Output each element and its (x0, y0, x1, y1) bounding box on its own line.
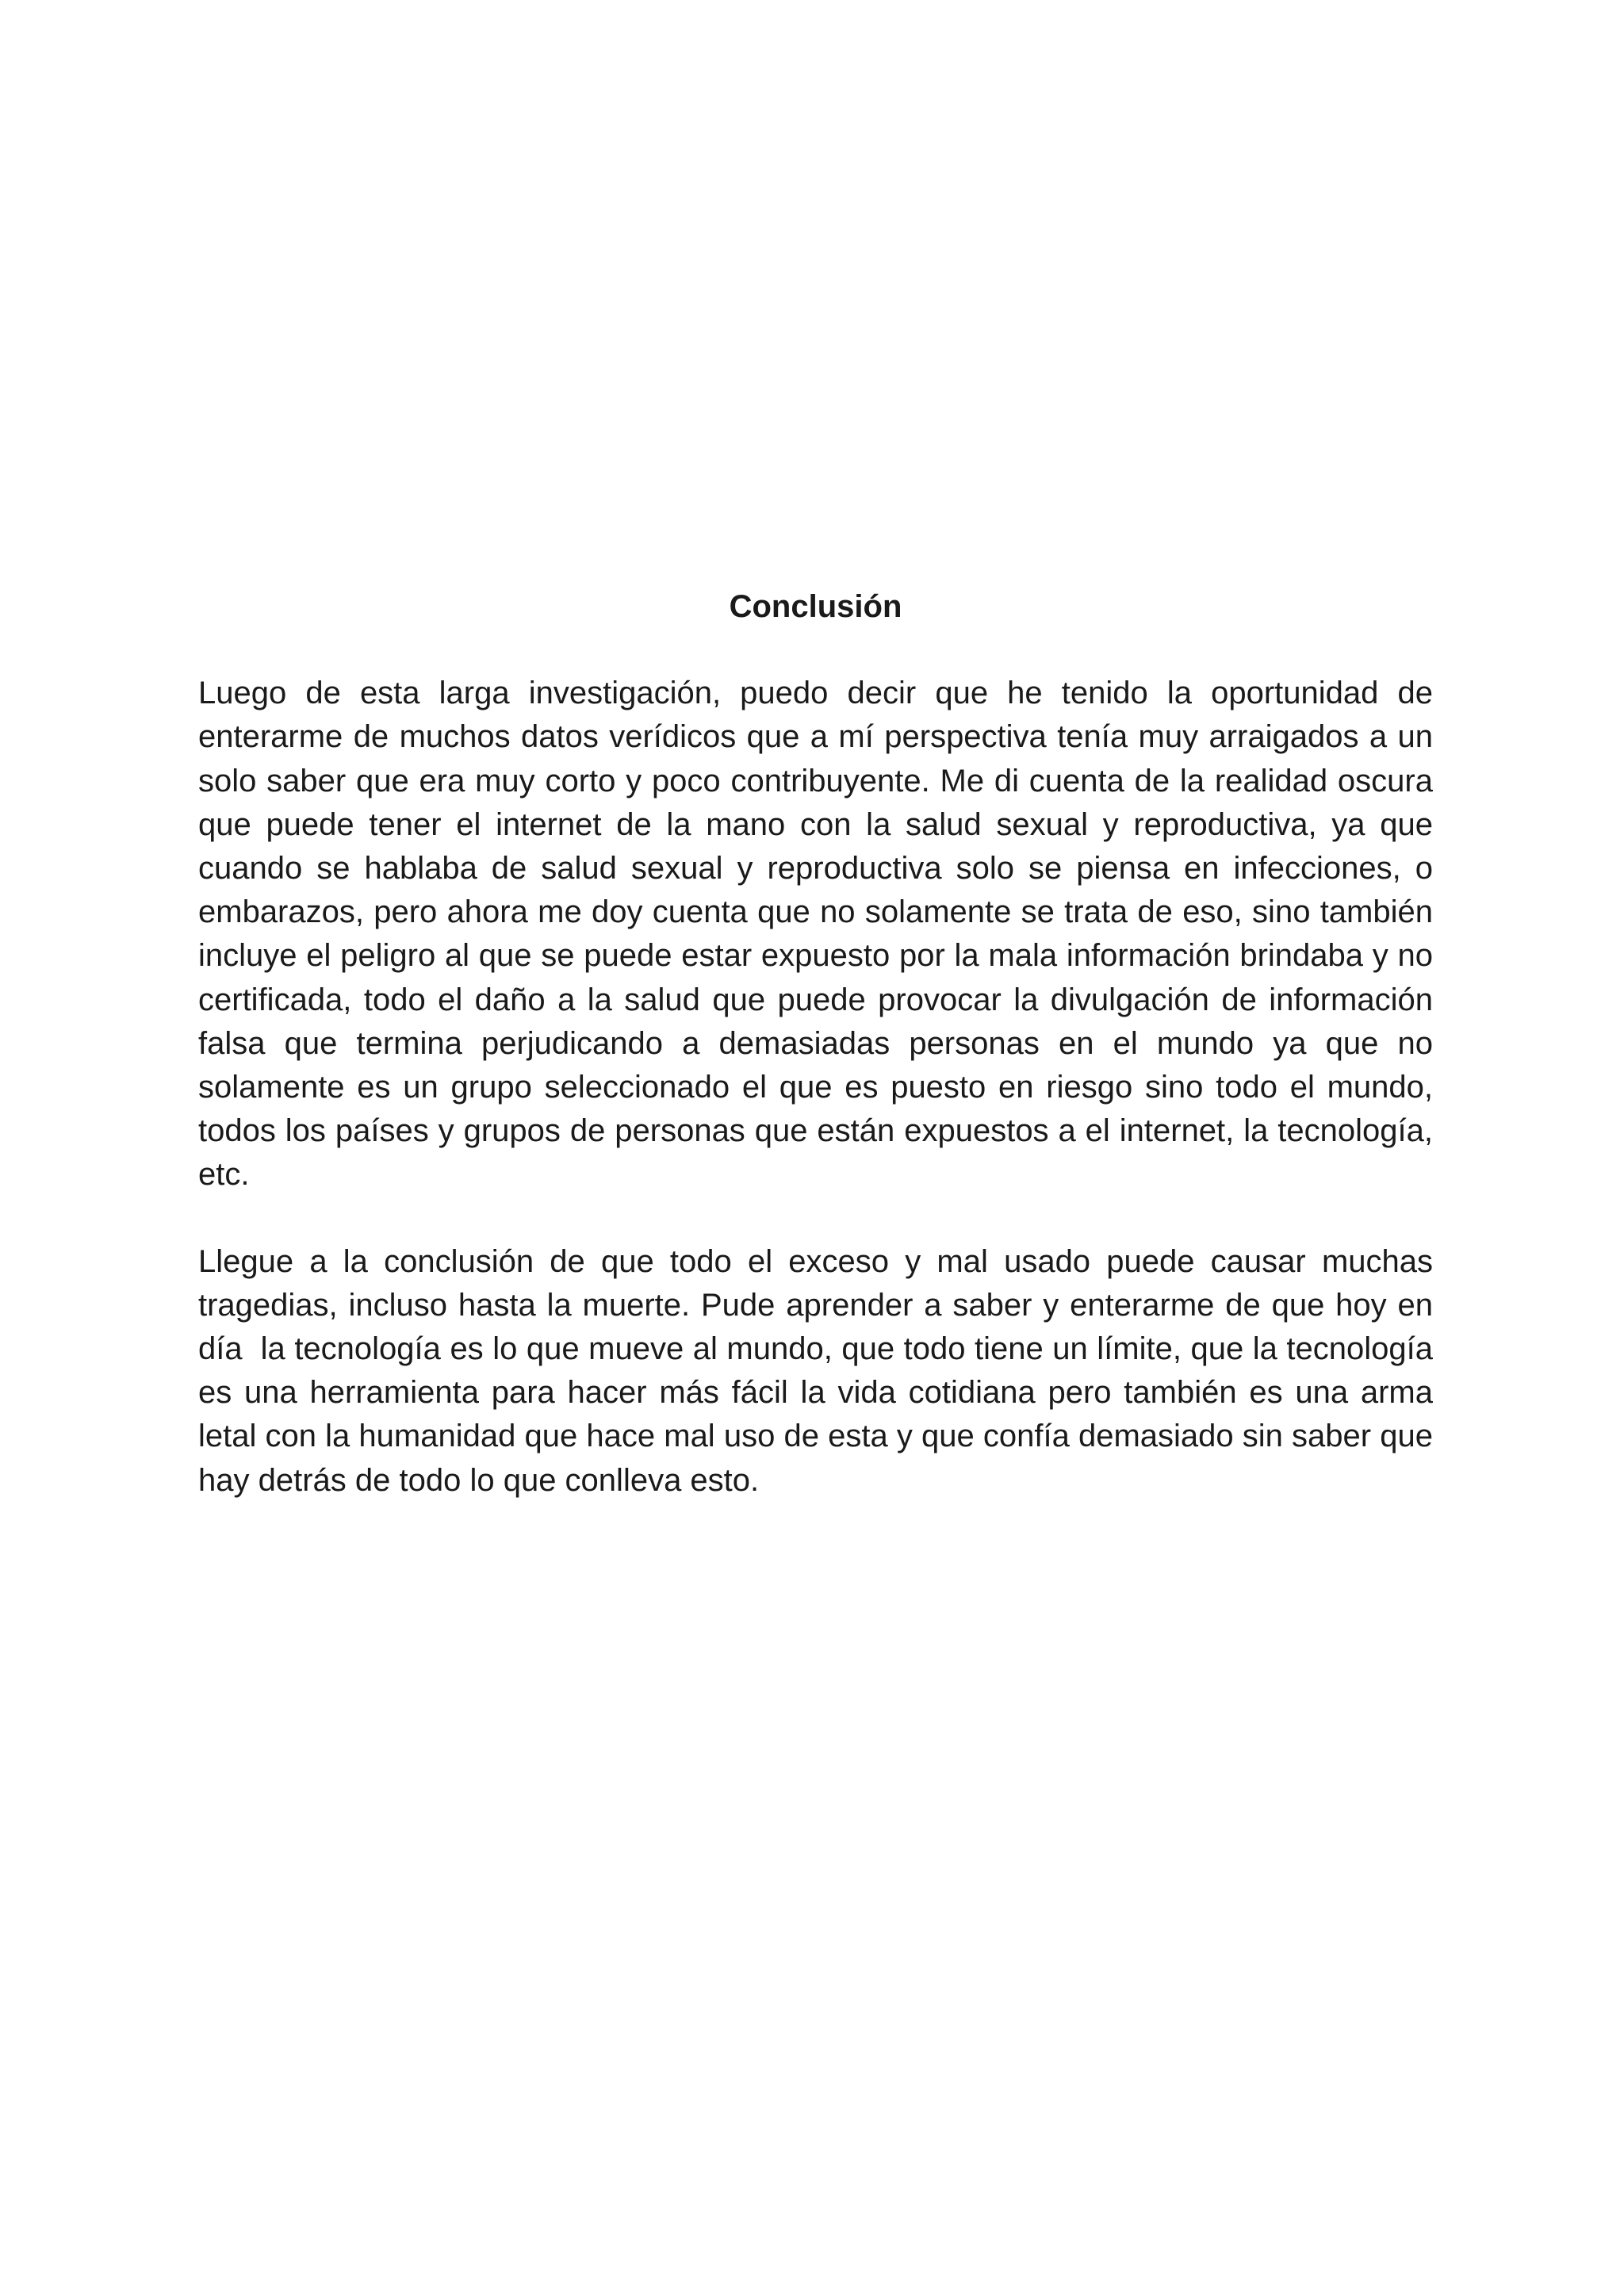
paragraph-1: Luego de esta larga investigación, puedo decir que he tenido la oportunidad de enterarme de muchos datos verídicos que a mí perspectiva tenía muy arraigados a un solo saber que era muy corto y poco contribuyente. Me di cuenta de la realidad oscura que puede tener el internet de la mano con la salud sexual y reproductiva, ya que cuando se hablaba de salud sexual y reproductiva solo se piensa en infecciones, o embarazos, pero ahora me doy cuenta que no solamente se trata de eso, sino también incluye el peligro al que se puede estar expuesto por la mala información brindaba y no certificada, todo el daño a la salud que puede provocar la divulgación de información falsa que termina perjudicando a demasiadas personas en el mundo ya que no solamente es un grupo seleccionado el que es puesto en riesgo sino todo el mundo, todos los países y grupos de personas que están expuestos a el internet, la tecnología, etc. (198, 676, 1442, 1193)
paragraph-2: Llegue a la conclusión de que todo el exceso y mal usado puede causar muchas tragedias, incluso hasta la muerte. Pude aprender a saber y enterarme de que hoy en día la tecnología es lo que mueve al mundo, que todo tiene un límite, que la tecnología es una herramienta para hacer más fácil la vida cotidiana pero también es una arma letal con la humanidad que hace mal uso de esta y que confía demasiado sin saber que hay detrás de todo lo que conlleva esto. (198, 1243, 1442, 1498)
document-body (198, 585, 1442, 1545)
page-title: Conclusión (729, 589, 902, 624)
